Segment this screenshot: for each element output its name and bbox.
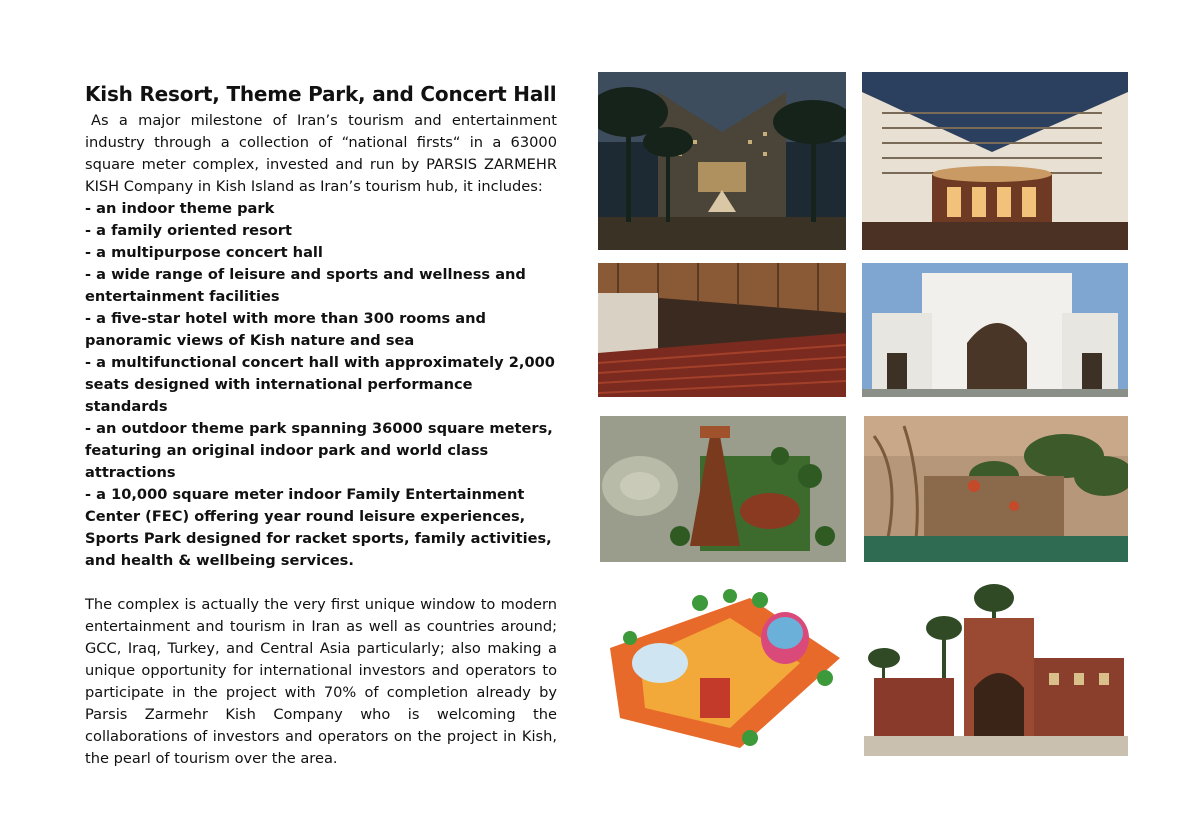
photo-concert-hall-entrance bbox=[862, 263, 1128, 397]
photo-family-entertainment-center bbox=[600, 578, 846, 754]
page-title: Kish Resort, Theme Park, and Concert Hall bbox=[85, 82, 557, 106]
photo-hotel-courtyard bbox=[598, 72, 846, 250]
feature-list bbox=[85, 198, 557, 572]
list-item: - a multifunctional concert hall with approximately 2,000 seats designed with international performance standards bbox=[85, 354, 555, 415]
photo-castle-building bbox=[864, 578, 1128, 756]
list-item: - a five-star hotel with more than 300 rooms and panoramic views of Kish nature and sea bbox=[85, 310, 486, 349]
list-item: - a wide range of leisure and sports and wellness and entertainment facilities bbox=[85, 266, 526, 305]
list-item: - a multipurpose concert hall bbox=[85, 244, 323, 261]
list-item: - a 10,000 square meter indoor Family Entertainment Center (FEC) offering year round leisure experiences, Sports Park designed for racket sports, family activities, and health & wellbeing services. bbox=[85, 486, 552, 569]
list-item: - an indoor theme park bbox=[85, 200, 275, 217]
photo-concert-hall-interior bbox=[598, 263, 846, 397]
photo-theme-park-attractions bbox=[864, 416, 1128, 562]
closing-paragraph: The complex is actually the very first unique window to modern entertainment and tourism in Iran as well as countries around; GCC, Iraq, Turkey, and Central Asia particularly; also making a unique opportunity for international investors and operators to participate in the project with 70% of completion already by Parsis Zarmehr Kish Company who is welcoming the collaborations of investors and operators on the project in Kish, the pearl of tourism over the area. bbox=[85, 596, 557, 767]
list-item: - a family oriented resort bbox=[85, 222, 292, 239]
text-column bbox=[85, 80, 557, 770]
photo-theme-park-aerial bbox=[600, 416, 846, 562]
intro-paragraph: As a major milestone of Iran’s tourism and entertainment industry through a collection of “national firsts“ in a 63000 square meter complex, invested and run by PARSIS ZARMEHR KISH Company in Kish Island as Iran’s tourism hub, it includes: bbox=[85, 112, 557, 195]
list-item: - an outdoor theme park spanning 36000 square meters, featuring an original indoor park and world class attractions bbox=[85, 420, 553, 481]
photo-hotel-facade bbox=[862, 72, 1128, 250]
